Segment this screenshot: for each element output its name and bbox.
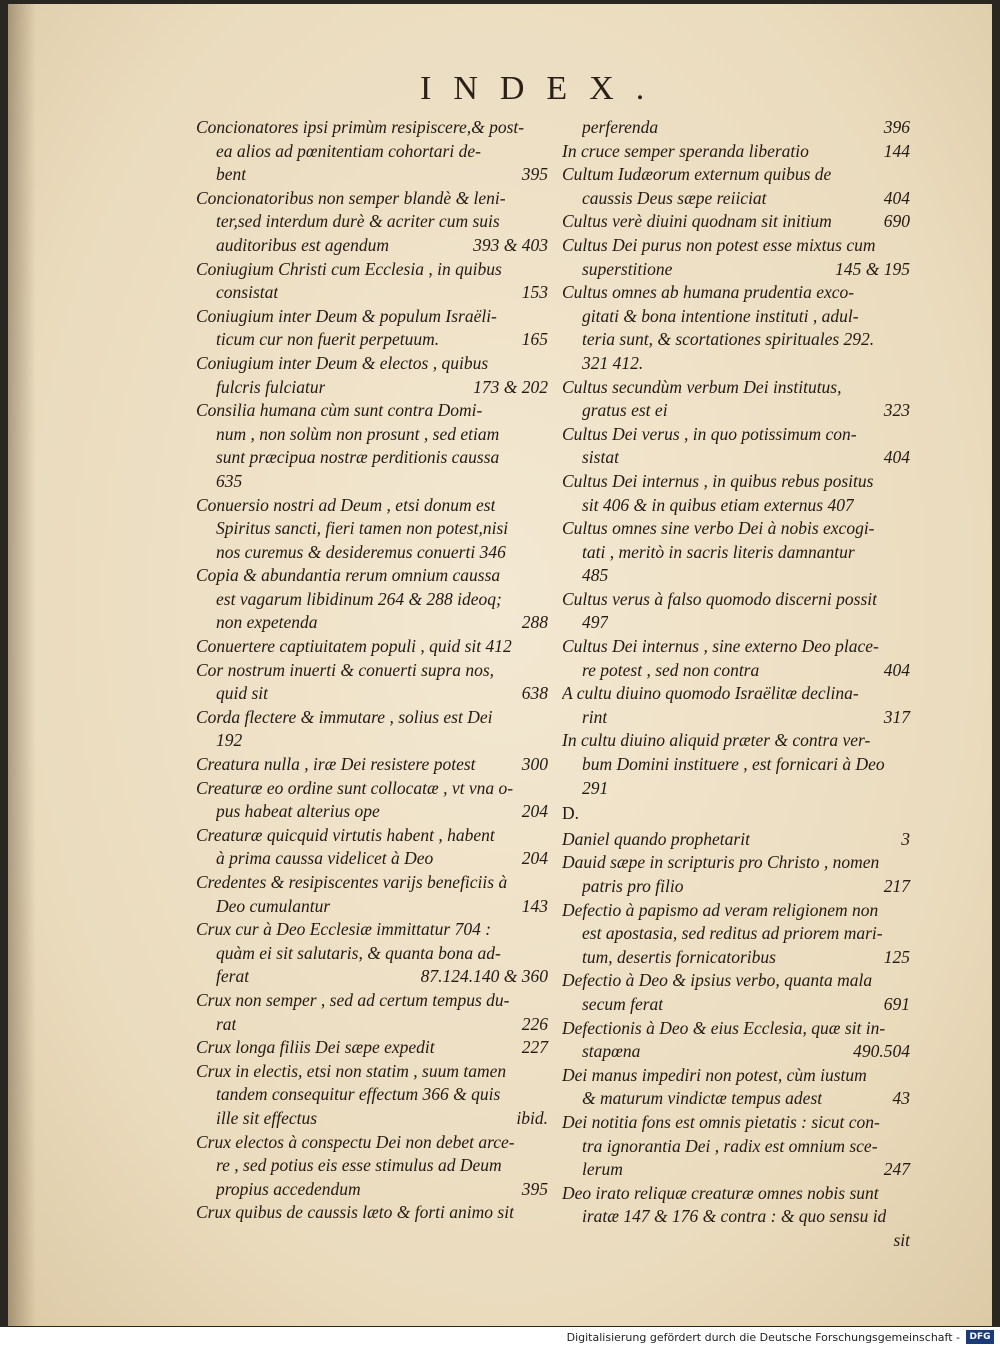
index-entry-line xyxy=(562,753,910,777)
page-reference xyxy=(904,1064,910,1088)
page-reference: ibid. xyxy=(516,1107,548,1128)
page-reference xyxy=(542,1131,548,1155)
page-reference: 395 xyxy=(521,1178,548,1199)
entry-text: Defectionis à Deo & eius Ecclesia, quæ sit in- xyxy=(562,1017,886,1038)
index-entry-line xyxy=(562,1087,910,1111)
index-entry-line xyxy=(196,116,548,140)
index-entry-line xyxy=(196,777,548,801)
index-entry-line xyxy=(562,922,910,946)
entry-text: Credentes & resipiscentes varijs beneficiis à xyxy=(196,872,508,892)
entry-text: pus habeat alterius ope xyxy=(216,801,380,822)
entry-text: gitati & bona intentione instituti , adul- xyxy=(582,305,859,326)
index-entry-line xyxy=(562,541,910,565)
index-entry-line xyxy=(196,423,548,447)
index-entry-line xyxy=(196,918,548,942)
page-reference: sit xyxy=(893,1229,910,1250)
page-reference: 87.124.140 & 360 xyxy=(420,966,548,987)
page-reference xyxy=(542,116,548,140)
page-reference: 323 xyxy=(883,400,910,421)
page-reference xyxy=(542,470,548,494)
entry-text: Cultus Dei internus , in quibus rebus positus xyxy=(562,470,874,491)
index-entry-line xyxy=(196,281,548,305)
page-reference: 3 xyxy=(901,828,910,849)
page-reference xyxy=(542,305,548,329)
index-entry-line xyxy=(196,1060,548,1084)
page-reference xyxy=(542,824,548,848)
page-reference: 43 xyxy=(892,1088,910,1109)
entry-text: Creaturæ eo ordine sunt collocatæ , vt vna o- xyxy=(196,777,514,798)
index-entry-line xyxy=(196,753,548,777)
entry-text: Cultus Dei internus , sine externo Deo place- xyxy=(562,636,879,657)
index-column-left xyxy=(196,116,548,1225)
index-entry-line xyxy=(562,1064,910,1088)
page-reference xyxy=(542,777,548,801)
page-reference xyxy=(542,706,548,730)
index-entry-line xyxy=(196,635,548,659)
index-entry-line xyxy=(196,399,548,423)
entry-text: consistat xyxy=(216,282,279,303)
page-reference xyxy=(904,1017,910,1041)
entry-text: Consilia humana cùm sunt contra Domi- xyxy=(196,400,483,421)
page-reference xyxy=(542,659,548,683)
index-entry-line xyxy=(562,1158,910,1182)
index-entry-line xyxy=(196,258,548,282)
entry-text: Coniugium inter Deum & populum Israëli- xyxy=(196,305,497,326)
page-reference: 317 xyxy=(883,706,910,727)
entry-text: Cultum Iudæorum externum quibus de xyxy=(562,164,832,185)
entry-text: propius accedendum xyxy=(216,1178,361,1199)
page-reference xyxy=(904,682,910,706)
index-entry-line xyxy=(196,895,548,919)
entry-text: ille sit effectus xyxy=(216,1107,318,1128)
entry-text: Dei manus impediri non potest, cùm iustum xyxy=(562,1064,867,1085)
page-reference: 288 xyxy=(521,612,548,633)
index-entry-line xyxy=(562,993,910,1017)
page-reference: 247 xyxy=(883,1159,910,1180)
index-entry-line xyxy=(562,210,910,234)
entry-text: Conuertere captiuitatem populi , quid sit 412 xyxy=(196,636,512,657)
index-entry-line xyxy=(562,946,910,970)
page-reference xyxy=(904,376,910,400)
entry-text: Coniugium Christi cum Ecclesia , in quibus xyxy=(196,258,502,279)
page-reference: 300 xyxy=(521,754,548,775)
index-entry-line xyxy=(562,423,910,447)
page-reference xyxy=(904,564,910,588)
index-entry-line xyxy=(196,965,548,989)
page-reference: 173 & 202 xyxy=(473,376,548,397)
entry-text: rint xyxy=(582,706,608,727)
page-reference xyxy=(542,494,548,518)
page-reference: 144 xyxy=(883,140,910,161)
page-reference: 204 xyxy=(521,848,548,869)
entry-text: tum, desertis fornicatoribus xyxy=(582,946,776,967)
index-entry-line xyxy=(196,328,548,352)
index-entry-line xyxy=(196,1083,548,1107)
entry-text: Creaturæ quicquid virtutis habent , habent xyxy=(196,824,495,845)
entry-text: A cultu diuino quomodo Israëlitæ declina- xyxy=(562,683,859,704)
page-reference xyxy=(904,305,910,329)
page-reference xyxy=(904,1135,910,1159)
entry-text: Cultus Dei verus , in quo potissimum con- xyxy=(562,423,857,444)
running-head: INDEX. xyxy=(420,70,667,107)
index-column-right xyxy=(562,116,910,1253)
page-reference: 226 xyxy=(521,1013,548,1034)
index-entry-line xyxy=(196,942,548,966)
index-entry-line xyxy=(196,1154,548,1178)
entry-text: Daniel quando prophetarit xyxy=(562,828,750,849)
entry-text: Creatura nulla , iræ Dei resistere potest xyxy=(196,754,476,775)
index-entry-line xyxy=(196,140,548,164)
page-reference xyxy=(542,446,548,470)
index-entry-line xyxy=(562,305,910,329)
index-entry-line xyxy=(562,875,910,899)
funding-note: Digitalisierung gefördert durch die Deutsche Forschungsgemeinschaft - xyxy=(566,1331,960,1344)
entry-text: non expetenda xyxy=(216,612,318,633)
index-entry-line xyxy=(562,328,910,352)
entry-text: Deo cumulantur xyxy=(216,895,331,916)
index-entry-line xyxy=(196,824,548,848)
page-reference: 490.504 xyxy=(853,1041,910,1062)
page-reference: 153 xyxy=(521,282,548,303)
index-entry-line xyxy=(562,1111,910,1135)
page-reference xyxy=(542,187,548,211)
entry-text: fulcris fulciatur xyxy=(216,376,326,397)
entry-text: In cruce semper speranda liberatio xyxy=(562,140,809,161)
entry-text: Dauid sæpe in scripturis pro Christo , nomen xyxy=(562,852,880,873)
page-reference xyxy=(904,1182,910,1206)
page-reference xyxy=(542,1154,548,1178)
entry-text: ea alios ad pœnitentiam cohortari de- xyxy=(216,140,481,161)
gutter-shadow xyxy=(8,4,36,1326)
page-reference xyxy=(542,942,548,966)
index-entry-line xyxy=(562,851,910,875)
index-entry-line xyxy=(196,800,548,824)
index-entry-line xyxy=(562,494,910,518)
index-entry-line xyxy=(562,446,910,470)
index-entry-line xyxy=(196,588,548,612)
index-entry-line xyxy=(562,234,910,258)
index-entry-line xyxy=(562,706,910,730)
page-reference: 396 xyxy=(883,117,910,137)
entry-text: nos curemus & desideremus conuerti 346 xyxy=(216,541,506,562)
index-entry-line xyxy=(196,210,548,234)
index-entry-line xyxy=(196,847,548,871)
entry-text: secum ferat xyxy=(582,993,664,1014)
entry-text: auditoribus est agendum xyxy=(216,234,390,255)
entry-text: Spiritus sancti, fieri tamen non potest,nisi xyxy=(216,518,509,539)
entry-text: Concionatoribus non semper blandè & leni- xyxy=(196,187,506,208)
index-entry-line xyxy=(196,611,548,635)
page-reference: 690 xyxy=(883,211,910,232)
page-reference xyxy=(542,258,548,282)
index-entry-line xyxy=(196,305,548,329)
index-entry-line xyxy=(562,1135,910,1159)
index-entry-line xyxy=(562,517,910,541)
entry-text: Crux cur à Deo Ecclesiæ immittatur 704 : xyxy=(196,919,492,940)
index-entry-line xyxy=(562,1040,910,1064)
entry-text: gratus est ei xyxy=(582,400,668,421)
entry-text: Conuersio nostri ad Deum , etsi donum est xyxy=(196,494,496,515)
page-reference xyxy=(542,1060,548,1084)
index-entry-line xyxy=(562,187,910,211)
page-reference xyxy=(542,1083,548,1107)
index-entry-line xyxy=(196,1036,548,1060)
page-reference xyxy=(542,729,548,753)
entry-text: Deo irato reliquæ creaturæ omnes nobis sunt xyxy=(562,1182,879,1203)
entry-text: est apostasia, sed reditus ad priorem mari- xyxy=(582,923,883,944)
index-entry-line xyxy=(562,399,910,423)
entry-text: Cultus omnes sine verbo Dei à nobis excogi- xyxy=(562,518,875,539)
entry-text: Dei notitia fons est omnis pietatis : sicut con- xyxy=(562,1111,880,1132)
page-reference: 404 xyxy=(883,659,910,680)
page-reference xyxy=(542,352,548,376)
entry-text: Defectio à Deo & ipsius verbo, quanta mala xyxy=(562,970,873,991)
page-reference xyxy=(542,210,548,234)
entry-text: re , sed potius eis esse stimulus ad Deum xyxy=(216,1155,502,1176)
entry-text: Copia & abundantia rerum omnium caussa xyxy=(196,565,501,586)
index-entry-line xyxy=(562,588,910,612)
page-reference xyxy=(542,918,548,942)
page-reference: 145 & 195 xyxy=(835,258,910,279)
index-entry-line xyxy=(196,1131,548,1155)
index-entry-line xyxy=(562,729,910,753)
entry-text: Corda flectere & immutare , solius est Dei xyxy=(196,706,493,727)
entry-text: 321 412. xyxy=(582,352,644,373)
entry-text: sit 406 & in quibus etiam externus 407 xyxy=(582,494,854,515)
index-entry-line xyxy=(562,352,910,376)
page-reference xyxy=(904,234,910,258)
page-reference xyxy=(904,1111,910,1135)
entry-text: Cultus omnes ab humana prudentia exco- xyxy=(562,282,855,303)
page-reference: 125 xyxy=(883,946,910,967)
entry-text: Concionatores ipsi primùm resipiscere,& post- xyxy=(196,117,525,137)
entry-text: 192 xyxy=(216,730,243,751)
entry-text: Coniugium inter Deum & electos , quibus xyxy=(196,352,489,373)
index-entry-line xyxy=(196,1013,548,1037)
index-entry-line xyxy=(562,564,910,588)
entry-text: caussis Deus sæpe reiiciat xyxy=(582,187,767,208)
page-reference xyxy=(542,1201,548,1225)
page-reference xyxy=(904,1205,910,1229)
index-entry-line xyxy=(562,899,910,923)
page-reference xyxy=(904,517,910,541)
page-reference: 227 xyxy=(521,1037,548,1058)
index-entry-line xyxy=(562,611,910,635)
index-entry-line xyxy=(562,777,910,801)
entry-text: ter,sed interdum durè & acriter cum suis xyxy=(216,211,500,232)
page-reference xyxy=(542,635,548,659)
index-entry-line xyxy=(196,1201,548,1225)
index-entry-line xyxy=(562,470,910,494)
entry-text: lerum xyxy=(582,1159,623,1180)
page-reference xyxy=(542,871,548,895)
section-letter xyxy=(562,802,910,826)
index-entry-line xyxy=(562,163,910,187)
entry-text: quàm ei sit salutaris, & quanta bona ad- xyxy=(216,942,501,963)
page-reference xyxy=(904,423,910,447)
entry-text: tandem consequitur effectum 366 & quis xyxy=(216,1084,501,1105)
page-reference xyxy=(542,588,548,612)
page-reference xyxy=(904,753,910,777)
page-reference xyxy=(904,494,910,518)
entry-text: à prima caussa videlicet à Deo xyxy=(216,848,434,869)
entry-text: sistat xyxy=(582,447,619,468)
entry-text: Crux quibus de caussis læto & forti animo sit xyxy=(196,1202,514,1223)
entry-text: D. xyxy=(562,803,580,824)
index-entry-line xyxy=(196,729,548,753)
page-reference xyxy=(542,541,548,565)
index-entry-line xyxy=(196,682,548,706)
index-entry-line xyxy=(562,1017,910,1041)
entry-text: Cultus verus à falso quomodo discerni possit xyxy=(562,588,878,609)
page-reference xyxy=(904,969,910,993)
index-entry-line xyxy=(562,635,910,659)
page-reference xyxy=(904,163,910,187)
index-entry-line xyxy=(196,187,548,211)
dfg-logo: DFG xyxy=(966,1330,994,1344)
page-reference: 204 xyxy=(521,801,548,822)
entry-text: Cor nostrum inuerti & conuerti supra nos, xyxy=(196,659,495,680)
index-entry-line xyxy=(196,564,548,588)
entry-text: re potest , sed non contra xyxy=(582,659,760,680)
index-entry-line xyxy=(196,871,548,895)
entry-text: Crux longa filiis Dei sæpe expedit xyxy=(196,1037,435,1058)
page-reference xyxy=(904,922,910,946)
page-reference xyxy=(904,470,910,494)
index-entry-line xyxy=(562,376,910,400)
page-reference xyxy=(904,588,910,612)
entry-text: Cultus secundùm verbum Dei institutus, xyxy=(562,376,842,397)
entry-text: ferat xyxy=(216,966,250,987)
page-reference xyxy=(542,140,548,164)
page-reference xyxy=(542,399,548,423)
entry-text: teria sunt, & scortationes spirituales 292. xyxy=(582,329,875,350)
index-entry-line xyxy=(562,1205,910,1229)
entry-text: bum Domini instituere , est fornicari à Deo xyxy=(582,754,885,775)
entry-text: rat xyxy=(216,1013,237,1034)
index-entry-line xyxy=(562,1229,910,1253)
page-reference xyxy=(542,989,548,1013)
page-reference: 393 & 403 xyxy=(473,234,548,255)
entry-text: bent xyxy=(216,164,247,185)
page-reference xyxy=(904,328,910,352)
page-reference: 395 xyxy=(521,164,548,185)
entry-text: Crux in electis, etsi non statim , suum tamen xyxy=(196,1060,507,1081)
index-entry-line xyxy=(196,706,548,730)
page-reference xyxy=(904,281,910,305)
entry-text: tati , meritò in sacris literis damnantur xyxy=(582,541,855,562)
entry-text: Crux non semper , sed ad certum tempus du- xyxy=(196,989,510,1010)
page-reference xyxy=(904,851,910,875)
entry-text: est vagarum libidinum 264 & 288 ideoq; xyxy=(216,588,502,609)
entry-text: 485 xyxy=(582,565,609,586)
page-reference xyxy=(542,423,548,447)
page-reference: 143 xyxy=(521,895,548,916)
index-entry-line xyxy=(196,1178,548,1202)
index-entry-line xyxy=(562,828,910,852)
entry-text: ticum cur non fuerit perpetuum. xyxy=(216,329,440,350)
page-reference xyxy=(904,611,910,635)
entry-text: superstitione xyxy=(582,258,673,279)
entry-text: quid sit xyxy=(216,683,269,704)
entry-text: Cultus Dei purus non potest esse mixtus cum xyxy=(562,234,876,255)
index-entry-line xyxy=(562,1182,910,1206)
entry-text: tra ignorantia Dei , radix est omnium sce- xyxy=(582,1135,878,1156)
page-reference: 404 xyxy=(883,447,910,468)
index-entry-line xyxy=(562,281,910,305)
page-reference: 404 xyxy=(883,187,910,208)
entry-text: 635 xyxy=(216,470,243,491)
entry-text: Crux electos à conspectu Dei non debet arce- xyxy=(196,1131,515,1152)
index-entry-line xyxy=(196,376,548,400)
index-entry-line xyxy=(196,470,548,494)
page-reference xyxy=(542,517,548,541)
index-entry-line xyxy=(562,969,910,993)
entry-text: & maturum vindictæ tempus adest xyxy=(582,1088,823,1109)
page-reference: 691 xyxy=(883,993,910,1014)
index-entry-line xyxy=(562,258,910,282)
page-reference xyxy=(904,635,910,659)
index-entry-line xyxy=(562,116,910,140)
page-reference xyxy=(904,352,910,376)
entry-text: patris pro filio xyxy=(582,876,684,896)
page-reference xyxy=(904,729,910,753)
page-reference xyxy=(542,564,548,588)
index-entry-line xyxy=(562,682,910,706)
entry-text: Cultus verè diuini quodnam sit initium xyxy=(562,211,832,232)
entry-text: In cultu diuino aliquid præter & contra ver- xyxy=(562,730,871,751)
index-entry-line xyxy=(562,659,910,683)
index-entry-line xyxy=(196,659,548,683)
entry-text: 497 xyxy=(582,612,609,633)
index-entry-line xyxy=(196,989,548,1013)
entry-text: iratæ 147 & 176 & contra : & quo sensu id xyxy=(582,1206,887,1227)
entry-text: sunt præcipua nostræ perditionis caussa xyxy=(216,447,500,468)
index-entry-line xyxy=(196,1107,548,1131)
page-reference xyxy=(904,541,910,565)
index-entry-line xyxy=(196,446,548,470)
index-entry-line xyxy=(196,517,548,541)
page-reference xyxy=(904,777,910,801)
entry-text: stapœna xyxy=(582,1041,641,1062)
entry-text: 291 xyxy=(582,777,609,798)
page-reference: 217 xyxy=(883,876,910,896)
index-entry-line xyxy=(196,234,548,258)
index-entry-line xyxy=(196,163,548,187)
index-entry-line xyxy=(196,541,548,565)
entry-text: num , non solùm non prosunt , sed etiam xyxy=(216,423,500,444)
entry-text: perferenda xyxy=(582,117,659,137)
page-reference xyxy=(904,899,910,923)
index-entry-line xyxy=(562,140,910,164)
index-entry-line xyxy=(196,352,548,376)
entry-text: Defectio à papismo ad veram religionem non xyxy=(562,899,879,920)
page-reference: 638 xyxy=(521,683,548,704)
index-entry-line xyxy=(196,494,548,518)
page-reference: 165 xyxy=(521,329,548,350)
